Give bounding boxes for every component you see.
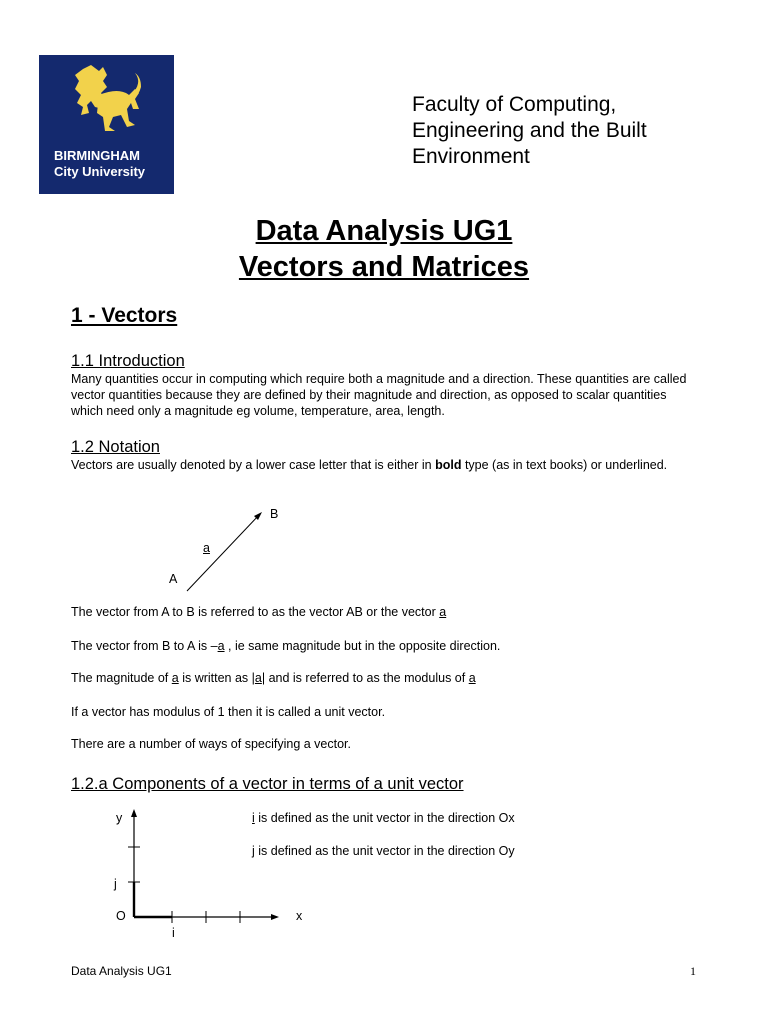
lion-emblem-icon [69, 65, 145, 137]
document-title-line2: Vectors and Matrices [238, 251, 530, 283]
statement-text: , ie same magnitude but in the opposite direction. [224, 639, 501, 653]
notation-bold-word: bold [435, 458, 462, 472]
statement-text: | and is referred to as the modulus of [261, 671, 469, 685]
symbol-a: a [217, 639, 225, 653]
notation-text-1: Vectors are usually denoted by a lower case letter that is either in [71, 458, 436, 472]
statement-magnitude [71, 671, 476, 685]
axis-label-j: j [114, 877, 117, 891]
statement-text: The vector from A to B is referred to as the vector AB or the vector [71, 605, 440, 619]
page-number: 1 [690, 964, 696, 978]
statement-unit-vector: If a vector has modulus of 1 then it is called a unit vector. [71, 705, 386, 719]
x-axis-arrow-icon [271, 914, 279, 920]
label-point-b: B [270, 507, 279, 521]
definition-i-text: is defined as the unit vector in the direction Ox [254, 811, 515, 825]
notation-text-2: type (as in text books) or underlined. [461, 458, 668, 472]
symbol-i: i [252, 811, 255, 825]
statement-vector-ba [71, 639, 500, 653]
statement-ways: There are a number of ways of specifying a vector. [71, 737, 351, 751]
symbol-a: a [171, 671, 179, 685]
label-vector-a: a [203, 541, 210, 555]
university-logo [39, 55, 174, 194]
notation-paragraph [71, 457, 698, 473]
section-heading-components: 1.2.a Components of a vector in terms of a unit vector [71, 775, 464, 793]
axis-label-i: i [172, 926, 175, 940]
document-title-line1: Data Analysis UG1 [255, 215, 513, 247]
y-axis-arrow-icon [131, 809, 137, 817]
statement-text: The magnitude of [71, 671, 172, 685]
axis-label-y: y [116, 811, 123, 825]
faculty-line1: Faculty of Computing, [412, 93, 617, 116]
symbol-a: a [254, 671, 262, 685]
logo-text-line1: BIRMINGHAM [54, 148, 140, 163]
section-heading-notation: 1.2 Notation [71, 438, 160, 456]
symbol-a: a [468, 671, 476, 685]
statement-vector-ab [71, 605, 446, 619]
axis-label-origin: O [116, 909, 126, 923]
axis-label-x: x [296, 909, 303, 923]
faculty-name [412, 92, 732, 170]
introduction-paragraph: Many quantities occur in computing which require both a magnitude and a direction. These quantities are called vector quantities because they are defined by their magnitude and direction, as opposed to scalar quantities which need only a magnitude eg volume, temperature, area, length. [71, 372, 687, 418]
vector-line [187, 514, 260, 591]
faculty-line2: Engineering and the Built [412, 119, 647, 142]
section-heading-introduction: 1.1 Introduction [71, 352, 185, 370]
section-heading-vectors: 1 - Vectors [71, 304, 178, 327]
footer-course-title: Data Analysis UG1 [71, 964, 172, 978]
unit-vector-axes-diagram [100, 800, 303, 935]
symbol-a: a [439, 605, 447, 619]
minus-sign: – [210, 639, 218, 653]
label-point-a: A [169, 572, 178, 586]
faculty-line3: Environment [412, 145, 530, 168]
logo-text-line2: City University [54, 164, 146, 179]
statement-text: is written as | [178, 671, 255, 685]
definition-j: j is defined as the unit vector in the direction Oy [252, 844, 515, 858]
statement-text: The vector from B to A is [71, 639, 211, 653]
